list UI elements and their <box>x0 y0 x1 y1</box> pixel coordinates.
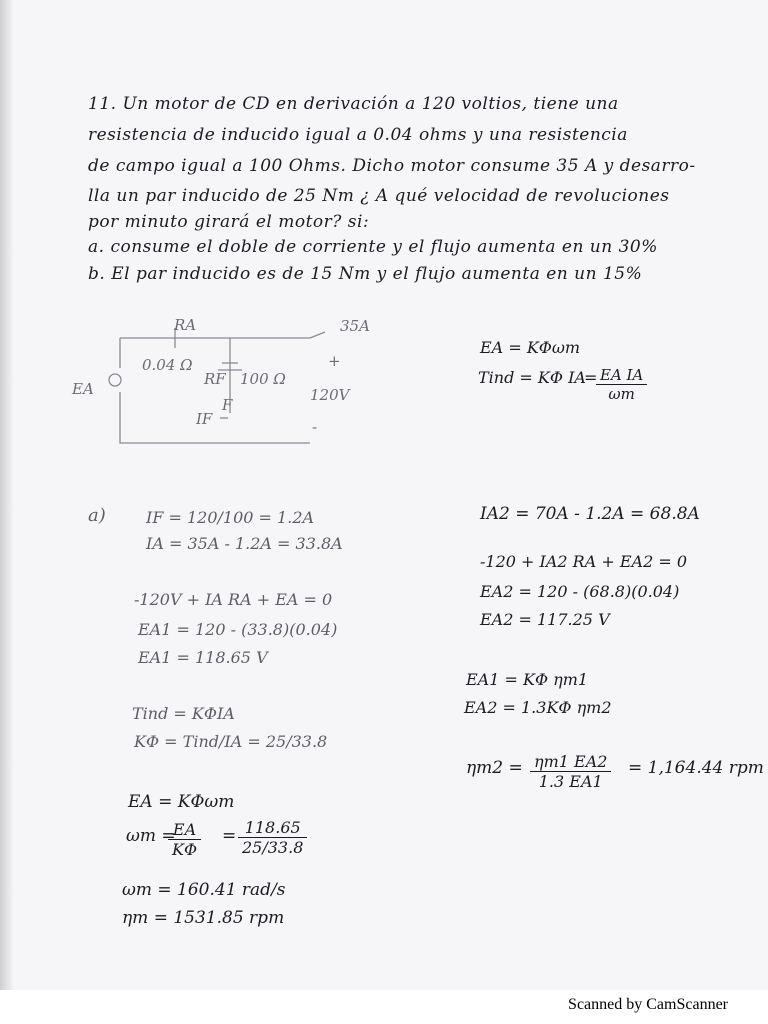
fraction-denominator: KΦ <box>172 840 198 859</box>
fraction-numerator: EA <box>168 820 201 840</box>
nm-result: ηm = 1531.85 rpm <box>122 908 285 928</box>
problem-line: de campo igual a 100 Ohms. Dicho motor consume 35 A y desarro- <box>88 156 696 176</box>
page-edge-shadow <box>0 0 14 990</box>
nm2-fraction <box>530 752 611 791</box>
formula-tind-eq: = <box>584 368 598 387</box>
problem-line: resistencia de inducido igual a 0.04 ohms y una resistencia <box>88 125 628 145</box>
f-mark: F <box>222 396 233 414</box>
ia-line: IA = 35A - 1.2A = 33.8A <box>146 534 343 553</box>
plus-sign: + <box>328 352 341 370</box>
fraction-denominator: 25/33.8 <box>242 838 304 857</box>
ea-eq-line: EA = KΦωm <box>128 792 235 812</box>
problem-line: lla un par inducido de 25 Nm ¿ A qué velocidad de revoluciones <box>88 186 670 206</box>
rf-value: 100 Ω <box>240 370 286 388</box>
problem-line: por minuto girará el motor? si: <box>88 212 370 232</box>
fraction-numerator: ηm1 EA2 <box>530 752 611 772</box>
current-label: 35A <box>340 317 370 335</box>
ra-label: RA <box>174 316 197 334</box>
if-mark: IF <box>196 410 213 428</box>
part-a-label: a) <box>88 505 106 526</box>
fraction-denominator: ωm <box>608 385 635 403</box>
tind-line: Tind = KΦIA <box>132 704 235 723</box>
nm2-lhs: ηm2 = <box>466 758 523 778</box>
formula-tind-fraction <box>596 366 647 403</box>
kvl-line: -120V + IA RA + EA = 0 <box>134 590 333 609</box>
kvl2-line: -120 + IA2 RA + EA2 = 0 <box>480 552 688 571</box>
fraction-numerator: 118.65 <box>238 818 307 838</box>
ea2-calc: EA2 = 120 - (68.8)(0.04) <box>480 582 680 601</box>
ea1-result: EA1 = 118.65 V <box>138 648 268 667</box>
ea1-relation: EA1 = KΦ ηm1 <box>466 670 589 689</box>
kphi-line: KΦ = Tind/IA = 25/33.8 <box>134 732 328 751</box>
formula-ea: EA = KΦωm <box>480 338 581 357</box>
voltage-label: 120V <box>310 386 350 404</box>
wm-eq: = <box>222 826 237 846</box>
nm2-result: = 1,164.44 rpm <box>628 758 764 778</box>
if-line: IF = 120/100 = 1.2A <box>146 508 315 527</box>
wm-result: ωm = 160.41 rad/s <box>122 880 286 900</box>
ea2-result: EA2 = 117.25 V <box>480 610 610 629</box>
ea-label: EA <box>72 380 94 398</box>
ra-value: 0.04 Ω <box>142 356 193 374</box>
rf-label: RF <box>204 370 226 388</box>
fraction-denominator: 1.3 EA1 <box>538 772 603 791</box>
wm-fraction-2 <box>238 818 307 857</box>
wm-lhs: ωm = <box>126 826 176 846</box>
ia2-line: IA2 = 70A - 1.2A = 68.8A <box>480 504 700 524</box>
wm-fraction-1 <box>168 820 201 859</box>
ea1-calc: EA1 = 120 - (33.8)(0.04) <box>138 620 338 639</box>
scanner-watermark: Scanned by CamScanner <box>568 996 728 1013</box>
problem-line: 11. Un motor de CD en derivación a 120 voltios, tiene una <box>88 94 619 114</box>
problem-line: b. El par inducido es de 15 Nm y el flujo aumenta en un 15% <box>88 264 643 284</box>
problem-line: a. consume el doble de corriente y el flujo aumenta en un 30% <box>88 237 658 257</box>
ea2-relation: EA2 = 1.3KΦ ηm2 <box>464 698 612 717</box>
fraction-numerator: EA IA <box>596 366 647 385</box>
minus-sign: - <box>312 418 318 436</box>
formula-tind: Tind = KΦ IA <box>478 368 586 387</box>
